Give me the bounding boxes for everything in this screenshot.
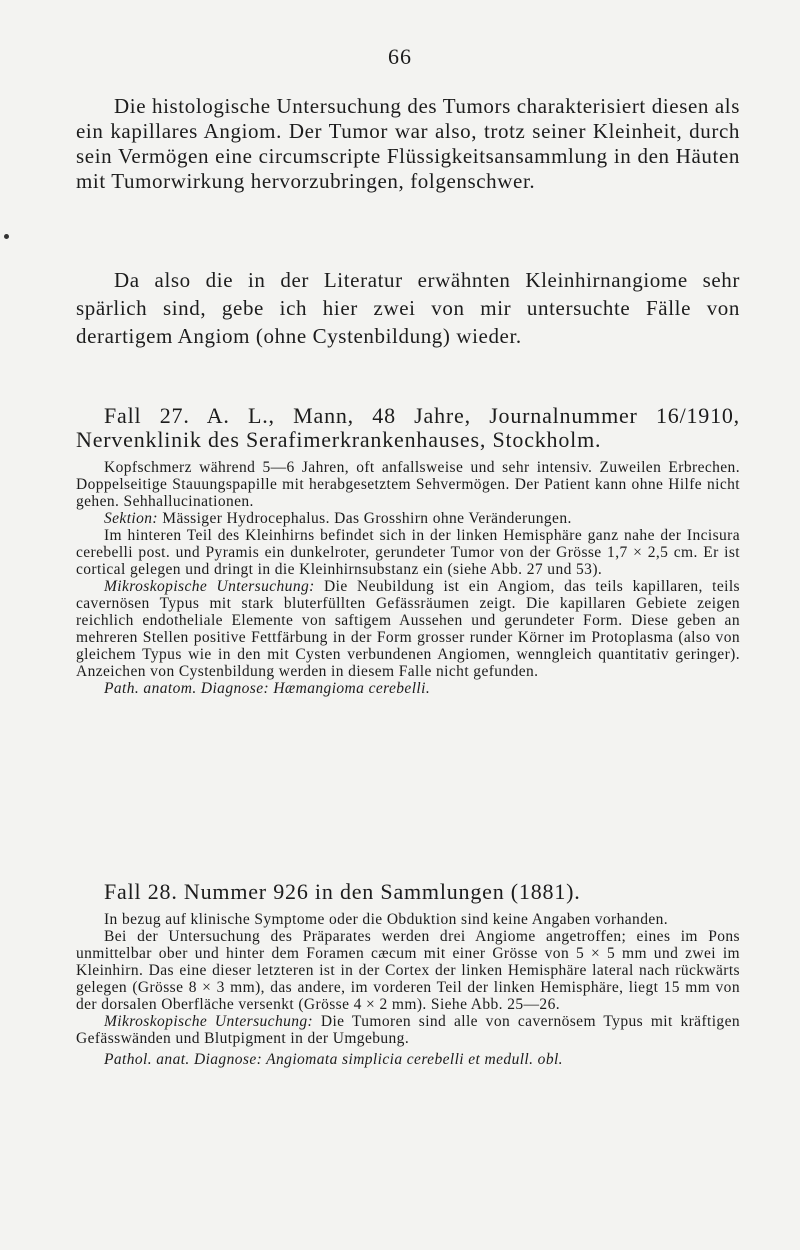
case-28-diagnosis: Pathol. anat. Diagnose: Angiomata simplicia cerebelli et medull. obl. — [104, 1051, 563, 1068]
mikro-label: Mikroskopische Untersuchung: — [104, 578, 315, 595]
case-27 — [76, 404, 740, 697]
case-27-body — [76, 459, 740, 697]
case-27-diagnosis: Path. anatom. Diagnose: Hæmangioma cerebelli. — [104, 680, 431, 697]
intro-text-1: Die histologische Untersuchung des Tumors charakterisiert diesen als ein kapillares Angiom. Der Tumor war also, trotz seiner Kleinheit, durch sein Vermögen eine circumscripte Flüssigkeitsansammlung in den Häuten mit Tumorwirkung hervorzubringen, folgenschwer. — [76, 94, 740, 193]
sektion-label: Sektion: — [104, 510, 158, 527]
case-28-clinical: In bezug auf klinische Symptome oder die Obduktion sind keine Angaben vorhanden. — [104, 911, 669, 928]
case-27-heading — [76, 404, 740, 452]
sektion-text: Mässiger Hydrocephalus. Das Grosshirn ohne Veränderungen. — [157, 510, 572, 527]
case-27-clinical: Kopfschmerz während 5—6 Jahren, oft anfallsweise und sehr intensiv. Zuweilen Erbrechen. Doppelseitige Stauungspapille mit herabgesetztem Sehvermögen. Der Patient kann ohne Hilfe nicht gehen. Sehhallucinationen. — [76, 459, 740, 510]
intro-paragraph-2 — [76, 266, 740, 350]
case-28-heading — [76, 880, 740, 904]
case-28 — [76, 880, 740, 1068]
case-28-finding: Bei der Untersuchung des Präparates werden drei Angiome angetroffen; eines im Pons unmittelbar ober und hinter dem Foramen cæcum mit einer Grösse von 5 × 5 mm und zwei im Kleinhirn. Das eine dieser letzteren ist in der Cortex der linken Hemisphäre lateral nach rückwärts gelegen (Grösse 8 × 3 mm), das andere, im vorderen Teil der linken Hemisphäre, liegt 15 mm von der dorsalen Oberfläche versenkt (Grösse 4 × 2 mm). Siehe Abb. 25—26. — [76, 928, 740, 1013]
case-27-sektion — [76, 510, 740, 527]
margin-mark — [4, 234, 9, 239]
case-28-body — [76, 911, 740, 1068]
case-27-heading-text: Fall 27. A. L., Mann, 48 Jahre, Journalnummer 16/1910, Nervenklinik des Serafimerkrankenhauses, Stockholm. — [76, 403, 740, 452]
case-28-heading-text: Fall 28. Nummer 926 in den Sammlungen (1881). — [104, 879, 581, 904]
case-27-finding: Im hinteren Teil des Kleinhirns befindet sich in der linken Hemisphäre ganz nahe der Incisura cerebelli post. und Pyramis ein dunkelroter, gerundeter Tumor von der Grösse 1,7 × 2,5 cm. Er ist cortical gelegen und dringt in die Kleinhirnsubstanz ein (siehe Abb. 27 und 53). — [76, 527, 740, 578]
mikro-text: Die Neubildung ist ein Angiom, das teils kapillaren, teils cavernösen Typus mit stark bluterfüllten Gefässräumen zeigt. Die kapillaren Gebiete zeigen reichlich endotheliale Elemente von saftigem Aussehen und gerundeter Form. Diese geben an mehreren Stellen positive Fettfärbung in der Form grosser runder Körner im Protoplasma (also von gleichem Typus wie in den mit Cysten verbundenen Angiomen, wenngleich quantitativ geringer). Anzeichen von Cystenbildung werden in diesem Falle nicht gefunden. — [76, 578, 740, 680]
case-28-microscopy — [76, 1013, 740, 1047]
page-number: 66 — [388, 44, 412, 69]
case-27-microscopy — [76, 578, 740, 680]
mikro-label-28: Mikroskopische Untersuchung: — [104, 1013, 314, 1030]
intro-text-2: Da also die in der Literatur erwähnten Kleinhirnangiome sehr spärlich sind, gebe ich hier zwei von mir untersuchte Fälle von derartigem Angiom (ohne Cystenbildung) wieder. — [76, 268, 740, 348]
mikro-text-28: Die Tumoren sind alle von cavernösem Typus mit kräftigen Gefässwänden und Blutpigment in der Umgebung. — [76, 1013, 740, 1047]
intro-paragraph-1 — [76, 94, 740, 194]
